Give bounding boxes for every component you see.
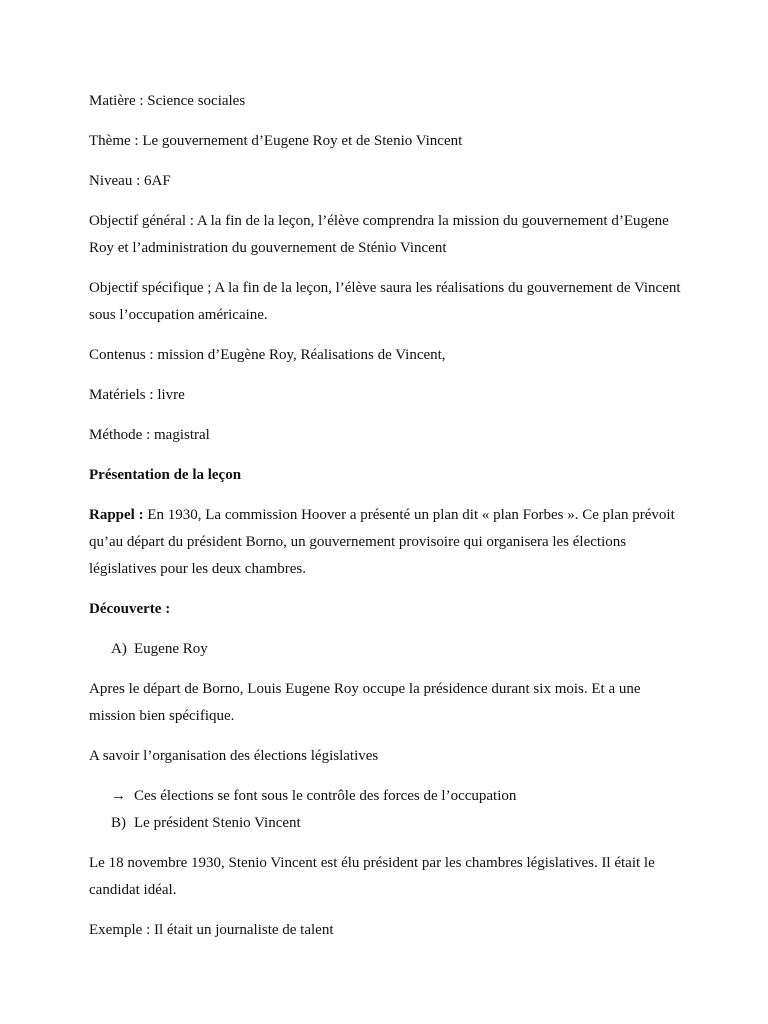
contents-line: Contenus : mission d’Eugène Roy, Réalisations de Vincent, — [89, 347, 446, 363]
general-objective: Objectif général : A la fin de la leçon, l’élève comprendra la mission du gouvernement d’Eugene Roy et l’administration du gouvernement de Sténio Vincent — [89, 213, 669, 256]
vincent-paragraph: Le 18 novembre 1930, Stenio Vincent est élu président par les chambres législatives. Il était le candidat idéal. — [89, 855, 655, 898]
materials-line: Matériels : livre — [89, 387, 185, 403]
elections-paragraph: A savoir l’organisation des élections législatives — [89, 748, 379, 764]
arrow-bullet-item — [89, 783, 689, 810]
document-page — [89, 88, 689, 957]
section-a-heading — [89, 636, 689, 663]
decouverte-heading: Découverte : — [89, 601, 171, 617]
roy-paragraph: Apres le départ de Borno, Louis Eugene Roy occupe la présidence durant six mois. Et a une mission bien spécifique. — [89, 681, 641, 724]
subject-line: Matière : Science sociales — [89, 93, 246, 109]
presentation-heading: Présentation de la leçon — [89, 467, 242, 483]
section-a-title: Eugene Roy — [134, 641, 208, 657]
section-a-marker: A) — [111, 641, 127, 657]
arrow-bullet-text: Ces élections se font sous le contrôle des forces de l’occupation — [134, 788, 517, 804]
rappel-paragraph — [89, 502, 689, 583]
example-paragraph: Exemple : Il était un journaliste de talent — [89, 922, 334, 938]
specific-objective: Objectif spécifique ; A la fin de la leçon, l’élève saura les réalisations du gouvernement de Vincent sous l’occupation américaine. — [89, 280, 681, 323]
section-b-marker: B) — [111, 815, 126, 831]
rappel-label: Rappel : — [89, 507, 144, 523]
section-b-heading — [89, 810, 689, 837]
arrow-right-icon: → — [111, 788, 126, 804]
theme-line: Thème : Le gouvernement d’Eugene Roy et de Stenio Vincent — [89, 133, 463, 149]
method-line: Méthode : magistral — [89, 427, 210, 443]
level-line: Niveau : 6AF — [89, 173, 171, 189]
section-b-title: Le président Stenio Vincent — [134, 815, 301, 831]
rappel-text: En 1930, La commission Hoover a présenté un plan dit « plan Forbes ». Ce plan prévoit qu’au départ du président Borno, un gouvernement provisoire qui organisera les élections législatives pour les deux chambres. — [89, 507, 675, 577]
